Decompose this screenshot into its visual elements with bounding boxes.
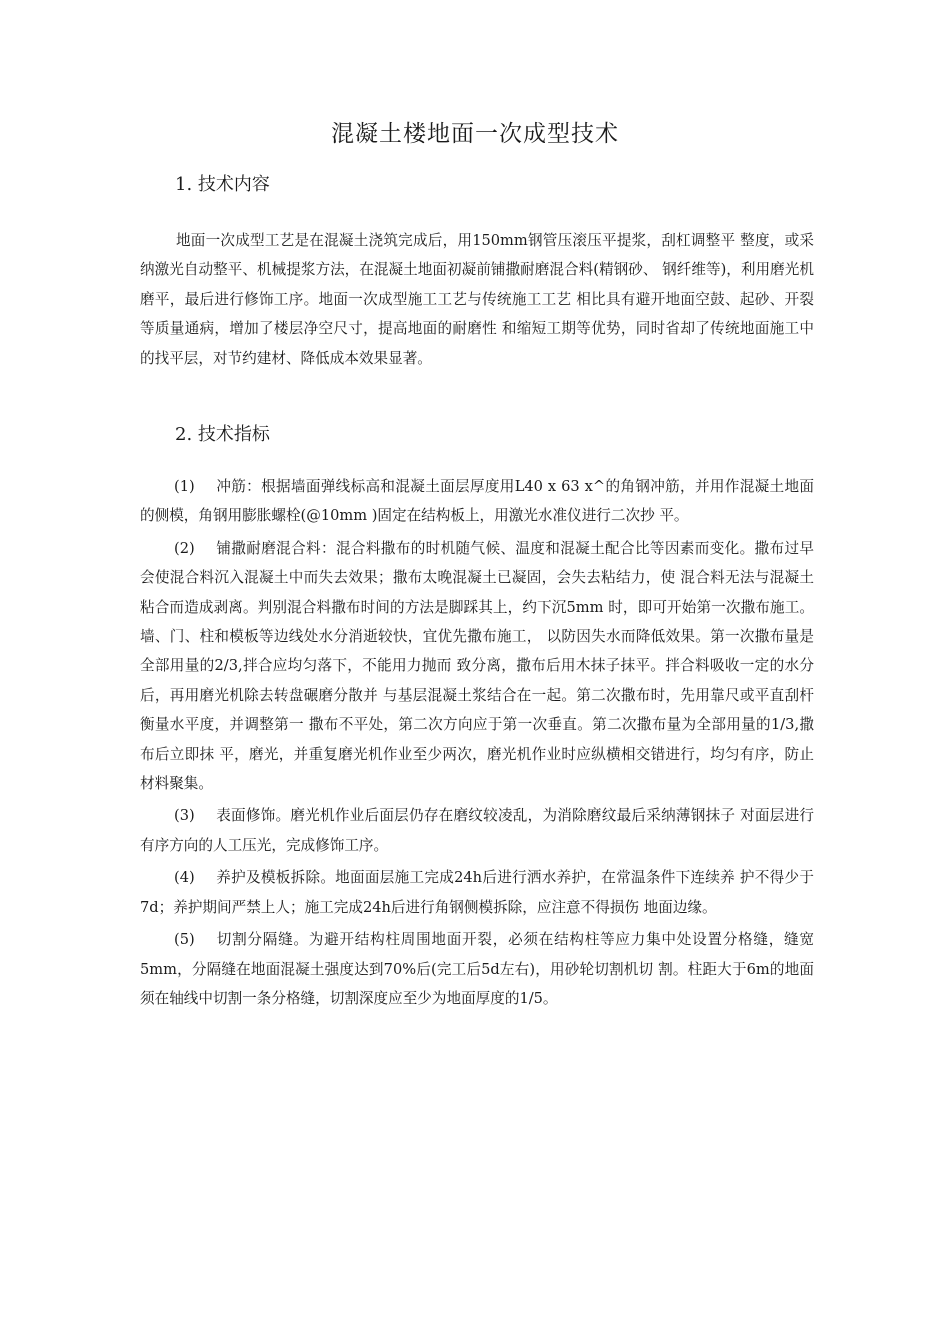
indicator-item-2: [140, 534, 814, 799]
indicator-item-4: [140, 863, 814, 922]
item-number: (1): [174, 478, 195, 495]
item-number: (2): [174, 539, 195, 557]
section-1-paragraph: 地面一次成型工艺是在混凝土浇筑完成后，用150mm钢管压滚压平提浆，刮杠调整平 整度，或采纳激光自动整平、机械提浆方法，在混凝土地面初凝前铺撒耐磨混合料(精钢砂、 钢纤维等)，利用磨光机磨平，最后进行修饰工序。地面一次成型施工工艺与传统施工工艺 相比具有避开地面空鼓、起砂、开裂等质量通病，增加了楼层净空尺寸，提高地面的耐磨性 和缩短工期等优势，同时省却了传统地面施工中的找平层，对节约建材、降低成本效果显著。: [140, 232, 814, 367]
item-number: (5): [174, 931, 195, 949]
indicator-item-3: [140, 801, 814, 860]
item-text: 切割分隔缝。为避开结构柱周围地面开裂，必须在结构柱等应力集中处设置分格缝，缝宽5mm，分隔缝在地面混凝土强度达到70%后(完工后5d左右)，用砂轮切割机切 割。柱距大于6m的地面须在轴线中切割一条分格缝，切割深度应至少为地面厚度的1/5。: [140, 931, 814, 1007]
section-heading-2: 2. 技术指标: [175, 424, 270, 445]
item-number: (3): [174, 807, 195, 825]
indicator-item-1: [140, 472, 814, 531]
item-text: 养护及模板拆除。地面面层施工完成24h后进行洒水养护，在常温条件下连续养 护不得少于7d；养护期间严禁上人；施工完成24h后进行角钢侧模拆除，应注意不得损伤 地面边缘。: [140, 869, 814, 916]
section-2-body: [140, 472, 814, 1016]
item-text: 表面修饰。磨光机作业后面层仍存在磨纹较凌乱，为消除磨纹最后采纳薄钢抹子 对面层进行有序方向的人工压光，完成修饰工序。: [140, 807, 814, 854]
item-text: 冲筋：根据墙面弹线标高和混凝土面层厚度用L40 x 63 x^的角钢冲筋，并用作混凝土地面的侧模，角钢用膨胀螺栓(@10mm )固定在结构板上，用激光水准仪进行二次抄 平。: [140, 478, 814, 525]
item-text: 铺撒耐磨混合料：混合料撒布的时机随气候、温度和混凝土配合比等因素而变化。撒布过早会使混合料沉入混凝土中而失去效果；撒布太晚混凝土已凝固，会失去粘结力，使 混合料无法与混凝土粘合而造成剥离。判别混合料撒布时间的方法是脚踩其上，约下沉5mm 时，即可开始第一次撒布施工。墙、门、柱和模板等边线处水分消逝较快，宜优先撒布施工， 以防因失水而降低效果。第一次撒布量是全部用量的2/3,拌合应均匀落下，不能用力抛而 致分离，撒布后用木抹子抹平。拌合料吸收一定的水分后，再用磨光机除去转盘碾磨分散并 与基层混凝土浆结合在一起。第二次撒布时，先用靠尺或平直刮杆衡量水平度，并调整第一 撒布不平处，第二次方向应于第一次垂直。第二次撒布量为全部用量的1/3,撒布后立即抹 平，磨光，并重复磨光机作业至少两次，磨光机作业时应纵横相交错进行，均匀有序，防止 材料聚集。: [140, 539, 814, 793]
document-title: 混凝土楼地面一次成型技术: [331, 121, 619, 147]
indicator-item-5: [140, 925, 814, 1013]
item-number: (4): [174, 869, 195, 887]
section-1-body: [140, 226, 814, 376]
section-heading-1: 1. 技术内容: [175, 174, 270, 195]
